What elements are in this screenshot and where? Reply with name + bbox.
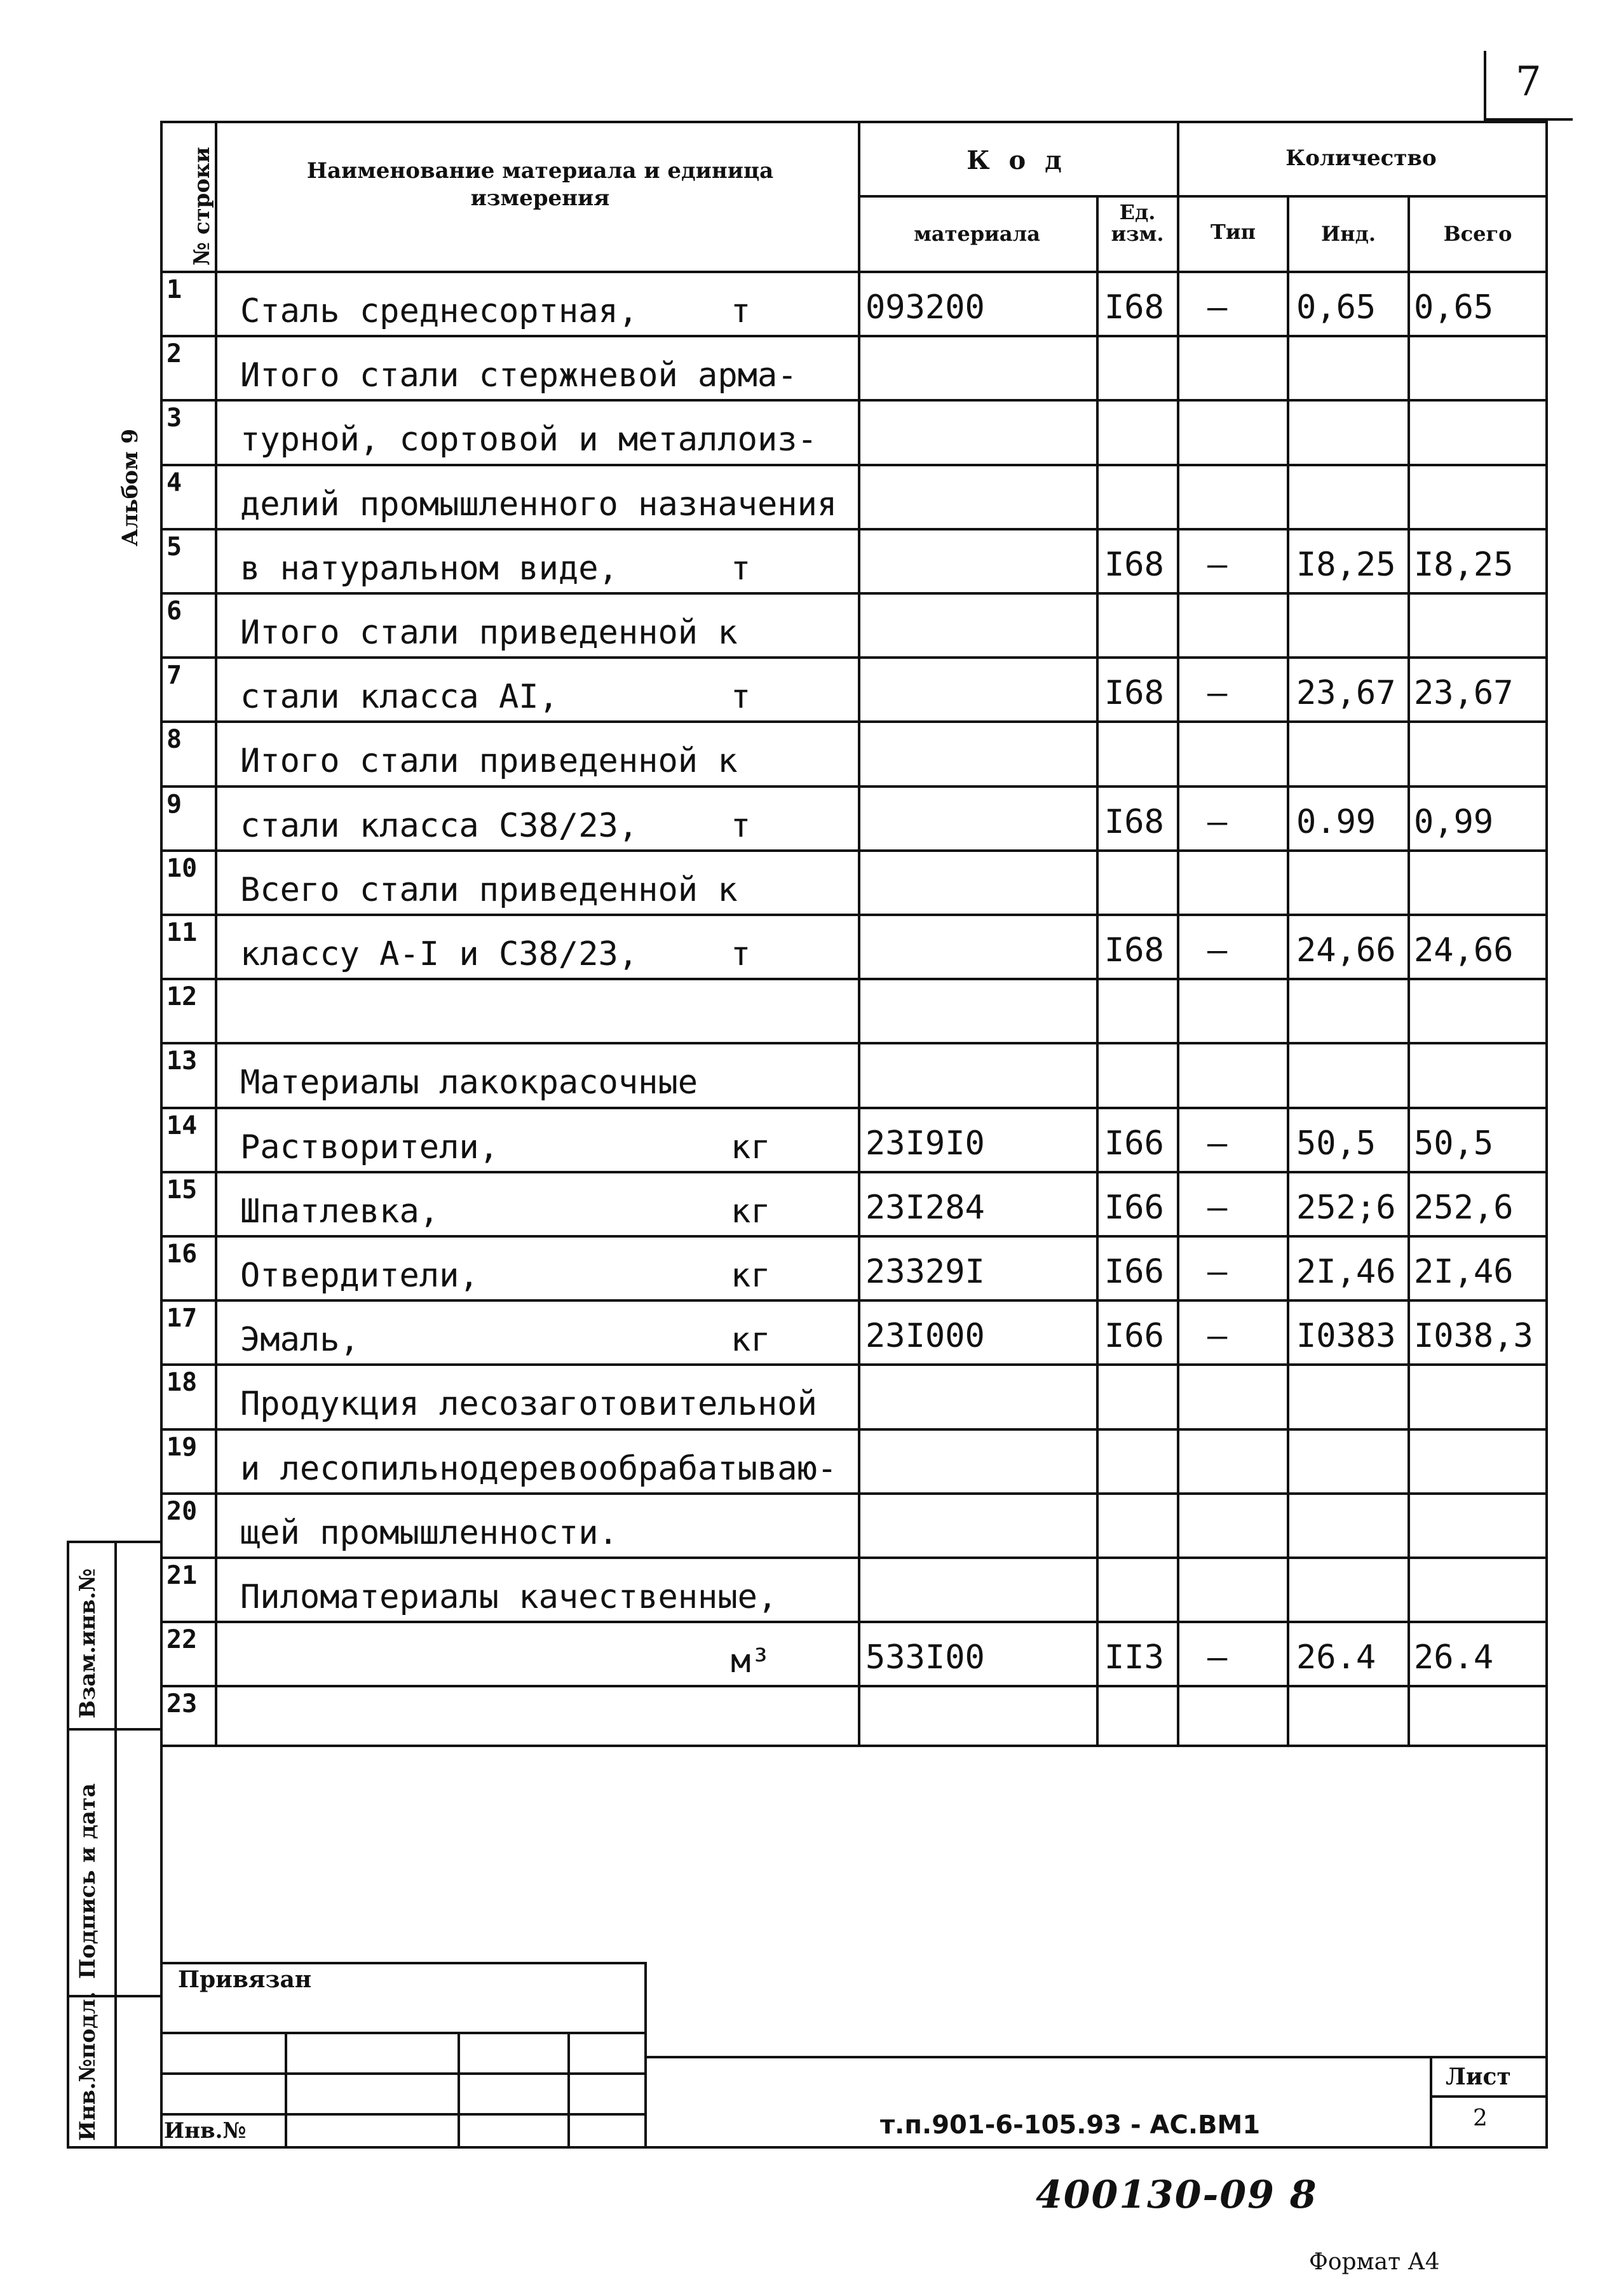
row-material-code: 23329I — [865, 1253, 985, 1291]
row-unit-name: т — [731, 935, 751, 973]
row-ind: I8,25 — [1296, 545, 1396, 584]
album-label: Альбом 9 — [118, 428, 143, 546]
row-unit-name: кг — [731, 1128, 771, 1166]
row-unit-name: м³ — [731, 1642, 771, 1681]
row-number: 1 — [166, 275, 182, 304]
row-ind: 0.99 — [1296, 802, 1376, 841]
header-ind: Инд. — [1320, 222, 1376, 246]
sheet-box-sep — [1430, 2095, 1548, 2098]
row-separator — [160, 335, 1548, 337]
privyazan-right — [644, 1962, 647, 2147]
row-unit-name: кг — [731, 1321, 771, 1360]
row-number: 7 — [166, 661, 182, 691]
row-name: делий промышленного назначения — [240, 485, 838, 523]
header-unit: Ед. изм. — [1111, 200, 1164, 246]
row-name: Шпатлевка, — [240, 1192, 440, 1231]
row-ind: 50,5 — [1296, 1124, 1376, 1163]
row-number: 19 — [166, 1432, 198, 1462]
row-number: 14 — [166, 1111, 198, 1140]
page-number: 7 — [1516, 58, 1542, 105]
sheet-box-left — [1430, 2056, 1432, 2147]
row-number: 3 — [166, 403, 182, 433]
row-separator — [160, 1235, 1548, 1238]
row-unit-code: I68 — [1104, 802, 1164, 841]
row-type: – — [1207, 1188, 1228, 1227]
row-type: – — [1207, 802, 1228, 841]
row-unit-code: I68 — [1104, 545, 1164, 584]
row-name: турной, сортовой и металлоиз- — [240, 421, 817, 459]
row-name: Продукция лесозаготовительной — [240, 1385, 817, 1424]
row-total: I038,3 — [1414, 1317, 1533, 1356]
col-sep-name — [858, 121, 860, 1747]
col-sep-ind — [1407, 195, 1410, 1747]
row-total: 0,65 — [1414, 288, 1494, 327]
row-name: Пиломатериалы качественные, — [240, 1578, 778, 1616]
col-sep-code — [1096, 195, 1099, 1747]
row-separator — [160, 1621, 1548, 1623]
row-separator — [160, 1042, 1548, 1044]
row-number: 21 — [166, 1561, 198, 1590]
col-sep-unit — [1177, 121, 1179, 1747]
row-separator — [160, 1171, 1548, 1173]
row-name: Сталь среднесортная, — [240, 292, 639, 330]
row-number: 9 — [166, 789, 182, 819]
row-number: 16 — [166, 1239, 198, 1269]
frame-left — [160, 121, 163, 2147]
row-name: Материалы лакокрасочные — [240, 1064, 698, 1102]
row-number: 17 — [166, 1304, 198, 1334]
inv-no-label: Инв.№ — [164, 2118, 247, 2144]
handwritten-archive-number: 400130-09 8 — [1036, 2173, 1318, 2217]
stamp-bottom — [160, 2146, 1548, 2149]
row-separator — [160, 785, 1548, 788]
row-unit-name: кг — [731, 1192, 771, 1231]
privyazan-grid-3 — [160, 2113, 647, 2116]
row-type: – — [1207, 1638, 1228, 1677]
frame-top — [160, 121, 1548, 123]
row-unit-name: кг — [731, 1257, 771, 1295]
row-number: 22 — [166, 1625, 198, 1655]
side-frame-mid — [114, 1541, 117, 2147]
row-name: Отвердители, — [240, 1257, 479, 1295]
row-ind: 0,65 — [1296, 288, 1376, 327]
row-separator — [160, 1685, 1548, 1687]
row-name: стали класса С38/23, — [240, 806, 639, 845]
row-total: 24,66 — [1414, 931, 1514, 969]
header-name: Наименование материала и единица измерения — [306, 158, 774, 211]
row-ind: 26.4 — [1296, 1638, 1376, 1677]
row-total: 0,99 — [1414, 802, 1494, 841]
podpis-data-label: Подпись и дата — [75, 1783, 100, 1979]
row-number: 8 — [166, 725, 182, 755]
row-name: стали класса АI, — [240, 678, 559, 717]
row-number: 10 — [166, 853, 198, 883]
row-separator — [160, 1299, 1548, 1302]
privyazan-grid-2 — [160, 2072, 647, 2075]
row-separator — [160, 1363, 1548, 1366]
row-unit-code: I66 — [1104, 1124, 1164, 1163]
row-total: 26.4 — [1414, 1638, 1494, 1677]
row-material-code: 533I00 — [865, 1638, 985, 1677]
format-label: Формат А4 — [1309, 2249, 1440, 2275]
document-code: т.п.901-6-105.93 - АС.ВМ1 — [880, 2110, 1261, 2140]
row-total: 50,5 — [1414, 1124, 1494, 1163]
row-number: 2 — [166, 339, 182, 369]
header-bottom-line — [160, 271, 1548, 273]
col-sep-rownum — [215, 121, 217, 1747]
row-separator — [160, 399, 1548, 402]
row-unit-name: т — [731, 292, 751, 330]
privyazan-label: Привязан — [178, 1966, 312, 1993]
row-name: классу А-I и С38/23, — [240, 935, 639, 973]
row-material-code: 23I284 — [865, 1188, 985, 1227]
row-total: 252,6 — [1414, 1188, 1514, 1227]
row-unit-code: I66 — [1104, 1253, 1164, 1291]
header-quantity: Количество — [1285, 145, 1437, 171]
privyazan-vsep-3 — [567, 2032, 570, 2147]
row-name: щей промышленности. — [240, 1513, 618, 1552]
row-separator — [160, 1428, 1548, 1431]
side-frame-top — [67, 1541, 162, 1543]
row-separator — [160, 656, 1548, 659]
row-total: 23,67 — [1414, 674, 1514, 713]
row-number: 6 — [166, 597, 182, 626]
row-number: 23 — [166, 1689, 198, 1719]
vzam-inv-label: Взам.инв.№ — [75, 1568, 100, 1719]
inv-podl-label: Инв.№подл. — [75, 1991, 100, 2141]
row-separator — [160, 592, 1548, 595]
row-name: Растворители, — [240, 1128, 499, 1166]
row-type: – — [1207, 674, 1228, 713]
row-type: – — [1207, 545, 1228, 584]
sheet-number: 2 — [1473, 2105, 1488, 2131]
frame-right — [1545, 121, 1548, 2147]
row-separator — [160, 464, 1548, 466]
privyazan-vsep-2 — [458, 2032, 460, 2147]
row-ind: I0383 — [1296, 1317, 1396, 1356]
stamp-top-line — [644, 2056, 1548, 2058]
header-total: Всего — [1443, 222, 1512, 246]
row-number: 18 — [166, 1368, 198, 1398]
row-unit-code: I68 — [1104, 674, 1164, 713]
row-material-code: 23I000 — [865, 1317, 985, 1356]
privyazan-vsep-1 — [285, 2032, 287, 2147]
row-separator — [160, 720, 1548, 723]
row-ind: 24,66 — [1296, 931, 1396, 969]
row-type: – — [1207, 1124, 1228, 1163]
col-sep-type — [1287, 195, 1289, 1747]
row-number: 15 — [166, 1175, 198, 1205]
row-number: 12 — [166, 982, 198, 1012]
row-separator — [160, 1492, 1548, 1495]
row-unit-code: I66 — [1104, 1317, 1164, 1356]
row-unit-name: т — [731, 549, 751, 588]
row-type: – — [1207, 1253, 1228, 1291]
row-ind: 2I,46 — [1296, 1253, 1396, 1291]
header-row-no: № строки — [189, 147, 215, 266]
row-separator — [160, 914, 1548, 916]
row-separator — [160, 978, 1548, 980]
row-type: – — [1207, 288, 1228, 327]
page-number-divider — [1484, 51, 1486, 121]
row-material-code: 23I9I0 — [865, 1124, 985, 1163]
header-sub-line — [858, 195, 1548, 198]
row-name: Итого стали приведенной к — [240, 742, 738, 781]
row-unit-code: II3 — [1104, 1638, 1164, 1677]
row-number: 5 — [166, 532, 182, 562]
row-name: Итого стали стержневой арма- — [240, 356, 797, 395]
row-unit-code: I68 — [1104, 931, 1164, 969]
row-name: Эмаль, — [240, 1321, 360, 1360]
row-total: I8,25 — [1414, 545, 1514, 584]
row-name: в натуральном виде, — [240, 549, 618, 588]
row-unit-code: I68 — [1104, 288, 1164, 327]
table-body-bottom — [160, 1745, 1548, 1747]
row-type: – — [1207, 1317, 1228, 1356]
row-ind: 252;6 — [1296, 1188, 1396, 1227]
header-material: материала — [914, 222, 1040, 246]
row-unit-name: т — [731, 678, 751, 717]
header-code: К о д — [966, 145, 1067, 175]
row-unit-name: т — [731, 806, 751, 845]
header-type: Тип — [1211, 220, 1256, 244]
row-total: 2I,46 — [1414, 1253, 1514, 1291]
privyazan-grid-1 — [160, 2032, 647, 2034]
row-number: 4 — [166, 468, 182, 497]
row-number: 13 — [166, 1046, 198, 1076]
row-number: 20 — [166, 1496, 198, 1526]
side-sep-1 — [67, 1728, 162, 1731]
row-material-code: 093200 — [865, 288, 985, 327]
side-frame-bottom — [67, 2146, 162, 2149]
row-name: Итого стали приведенной к — [240, 614, 738, 652]
sheet-label: Лист — [1446, 2063, 1511, 2090]
row-type: – — [1207, 931, 1228, 969]
row-unit-code: I66 — [1104, 1188, 1164, 1227]
side-frame-left — [67, 1541, 69, 2147]
row-name: Всего стали приведенной к — [240, 870, 738, 909]
row-separator — [160, 1107, 1548, 1109]
row-name: и лесопильнодеревообрабатываю- — [240, 1449, 838, 1488]
privyazan-top — [160, 1962, 647, 1964]
row-separator — [160, 1557, 1548, 1559]
row-ind: 23,67 — [1296, 674, 1396, 713]
row-separator — [160, 528, 1548, 530]
row-separator — [160, 849, 1548, 852]
row-number: 11 — [166, 918, 198, 947]
